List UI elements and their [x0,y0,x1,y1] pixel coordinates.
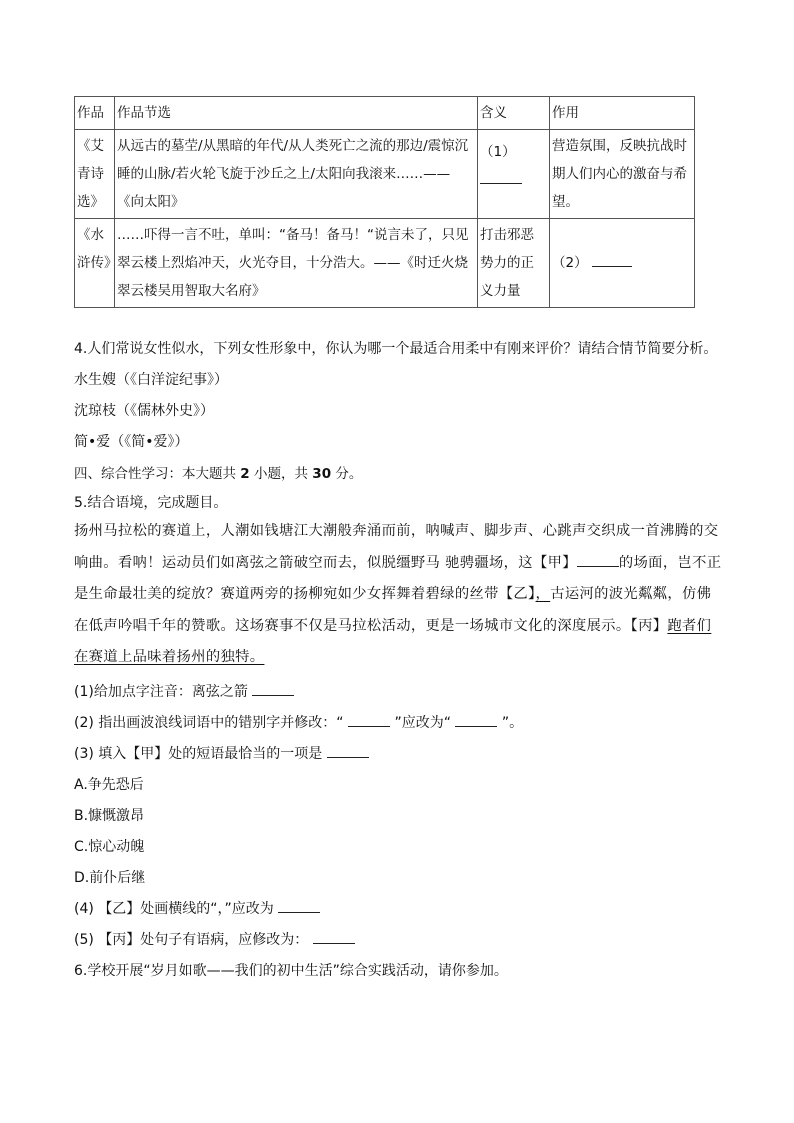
sub-2-text-a: (2) 指出画波浪线词语中的错别字并修改：“ [74,715,344,731]
row2-effect [550,219,695,308]
answer-blank [348,714,390,727]
works-table [74,96,695,308]
sub-3-text: (3) 填入【甲】处的短语最恰当的一项是 [74,746,323,762]
answer-blank [252,683,294,696]
passage-underlined-comma: ， [535,586,551,602]
row2-effect-label: （2） [552,255,588,271]
table-row [75,219,695,308]
choice-c: C.惊心动魄 [74,839,145,855]
q5-sub-4 [74,898,320,918]
header-meaning: 含义 [478,97,550,130]
row2-work: 《水浒传》 [75,219,115,308]
sub-1-text: (1)给加点字注音：离弦之箭 [74,684,248,700]
passage-part-c: 古运河的波光粼粼，仿佛在低声吟唱千年的赞歌。这场赛事不仅是马拉松活动，更是一场城市文化的深度展示。【丙】 [74,586,712,634]
row1-effect: 营造氛围，反映抗战时期人们内心的激奋与希望。 [550,130,695,219]
section-4-count: 2 [240,466,250,482]
answer-blank [313,931,355,944]
header-effect: 作用 [550,97,695,130]
blank-jia [577,554,619,567]
question-6: 6.学校开展“岁月如歌——我们的初中生活”综合实践活动，请你参加。 [74,963,508,979]
q5-sub-1 [74,681,294,701]
q4-option-2: 沈琼枝（《儒林外史》） [74,403,214,419]
row1-meaning-label: （1） [480,144,516,160]
section-4-suffix: 分。 [331,466,363,482]
q5-sub-3 [74,743,369,763]
section-4-score: 30 [312,466,332,482]
row2-excerpt: ……吓得一言不吐，单叫：“备马！备马！“说言未了，只见翠云楼上烈焰冲天，火光夺目，十分浩大。——《时迁火烧翠云楼吴用智取大名府》 [115,219,478,308]
passage-part-b: 的场面，岂不正是生命最壮美的绽放？赛道两旁的扬柳宛如少女挥舞着碧绿的丝带【乙】 [74,554,722,602]
question-5-title: 5.结合语境，完成题目。 [74,495,228,511]
answer-blank [480,169,522,184]
choice-a: A.争先恐后 [74,777,144,793]
row1-excerpt: 从远古的墓茔/从黑暗的年代/从人类死亡之流的那边/震惊沉睡的山脉/若火轮飞旋于沙丘之上/太阳向我滚来……——《向太阳》 [115,130,478,219]
sub-4-text: (4) 【乙】处画横线的“，”应改为 [74,901,274,917]
answer-blank [455,714,497,727]
row1-work: 《艾青诗选》 [75,130,115,219]
section-4-prefix: 四、综合性学习：本大题共 [74,466,241,482]
question-4: 4.人们常说女性似水，下列女性形象中，你认为哪一个最适合用柔中有刚来评价？请结合情节简要分析。 [74,341,718,357]
section-4-middle: 小题，共 [249,466,313,482]
passage-underlined-sentence: 跑者们在赛道上品味着扬州的独特。 [74,617,712,665]
row1-meaning [478,130,550,219]
q5-sub-2 [74,712,523,732]
q4-option-1: 水生嫂（《白洋淀纪事》） [74,372,228,388]
q4-option-3: 简•爱（《简•爱》） [74,434,189,450]
table-header-row [75,97,695,130]
row2-meaning: 打击邪恶势力的正义力量 [478,219,550,308]
answer-blank [592,252,632,267]
header-work: 作品 [75,97,115,130]
choice-b: B.慷慨激昂 [74,808,145,824]
passage-part-a: 扬州马拉松的赛道上，人潮如钱塘江大潮般奔涌而前，呐喊声、脚步声、心跳声交织成一首沸腾的交响曲。看呐！运动员们如离弦之箭破空而去，似脱缰野马 驰骋疆场，这【甲】 [74,523,719,571]
header-excerpt: 作品节选 [115,97,478,130]
sub-2-text-b: ”应改为“ [394,715,451,731]
table-row [75,130,695,219]
q5-sub-5 [74,929,355,949]
section-4-heading [74,462,362,482]
sub-5-text: (5) 【丙】处句子有语病，应修改为： [74,932,309,948]
q5-passage [74,516,722,674]
sub-2-text-c: ”。 [501,715,524,731]
choice-d: D.前仆后继 [74,870,146,886]
answer-blank [278,900,320,913]
answer-blank [327,745,369,758]
